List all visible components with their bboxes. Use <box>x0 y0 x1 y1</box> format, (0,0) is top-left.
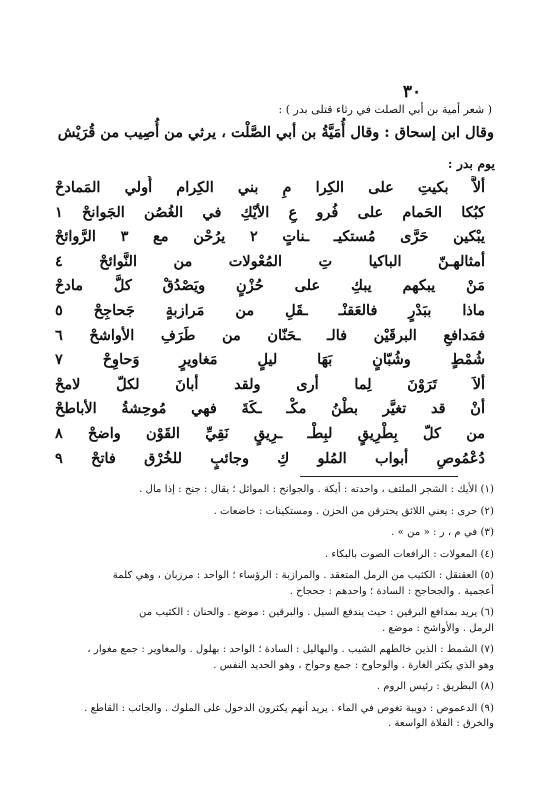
verse-line: ماذا ببَدْرٍ فالعَقنْـ ـقَلِ من مَرازبةٍ جَحاجِحْ ٥ <box>55 301 485 319</box>
footnote-text: (٩) الدعموص : دويبة تغوص في الماء . يريد أنهم يكثرون الدخول على الملوك . والجائب : القاطع . <box>84 702 494 714</box>
footnote-text: (٢) حرى : يعني اللائق يحترقن من الحزن . ومستكينات : خاضعات . <box>213 505 494 517</box>
verse-line: يبْكين حَرَّى مُستكيـ ـناتٍ ٢ يرُحْن مع ٣ الرَّوائحْ <box>55 228 485 246</box>
footnote-continuation: أعجمية . والجحاجح : السادة ؛ واحدهم : جحجاح . <box>289 585 494 597</box>
footnote <box>58 701 494 732</box>
verse-line: ألاَّ بكيتِ على الكِرا مِ بني الكِرام أُولي المَمادحْ <box>55 179 485 196</box>
poem <box>55 176 485 471</box>
verse-line: كبُكا الحَمام على فُرو عِ الأيْكِ في الغُصُن الجَوانحْ ١ <box>55 203 485 221</box>
footnotes <box>58 482 494 738</box>
verse-line: مَنْ يبكهم يبكِ على حُزْنٍ ويَصْدُقْ كلَّ مادحْ <box>55 277 485 295</box>
footnote <box>58 482 494 498</box>
day-label: يوم بدر : <box>447 156 495 171</box>
verse-line: شُمْطٍ وشُبّانٍ بَهَا ليلٍ مَغاويرٍ وَحاوِحْ ٧ <box>55 351 485 369</box>
footnote <box>58 547 494 563</box>
footnote <box>58 679 494 695</box>
footnote <box>58 568 494 599</box>
footnote <box>58 504 494 520</box>
footnote-text: (٦) يريد بمدافع البرقين : حيث يندفع السيل . والبرقين : موضع . والحنان : الكثيب من <box>139 607 494 618</box>
page-number: ٣٠ <box>402 82 422 102</box>
footnote-text: (١) الأيك : الشجر الملتف ، واحدته : أيكة . والجوانح : الموائل ؛ يقال : جنح : إذا مال . <box>139 484 494 495</box>
footnote-continuation: الرمل . والأواشح : موضع . <box>381 622 494 634</box>
verse-line: دُعْمُوصِ أبواب المُلو كِ وجائبٍ للخُرْق فاتحْ ٩ <box>55 449 485 467</box>
footnote-text: (٣) في م ، ر : « من » . <box>391 527 494 538</box>
verse-line: أنْ قد تغيَّر بطْنُ مكْـ ـكَةَ فهي مُوحِشةُ الأباطحْ <box>55 400 485 418</box>
verse-line: فمَدافعِ البرقَيْن فالـ ـحَنّان من طَرَفِ الأواشحْ ٦ <box>55 326 485 344</box>
footnote-text: (٥) العقنقل : الكثيب من الرمل المتعقد . والمرازبة : الرؤساء ؛ الواحد : مرزبان ، وهي كلمة <box>112 570 494 581</box>
footnote <box>58 525 494 541</box>
section-heading: ( شعر أمية بن أبي الصلت في رثاء قتلى بدر ) : <box>278 103 492 116</box>
footnote-divider <box>300 476 458 477</box>
footnote-text: (٨) البطريق : رئيس الروم . <box>376 681 494 692</box>
footnote <box>58 642 494 673</box>
footnote-text: (٧) الشمط : الذين خالطهم الشيب . والبهاليل : السادة ؛ الواحد : بهلول . والمغاوير : جمع مغوار ، <box>87 644 494 655</box>
verse-line: أمثالهـنّ الباكيا تِ المُعْولات من النَّوائحْ ٤ <box>55 252 485 270</box>
footnote <box>58 605 494 636</box>
verse-line: من كلّ بِطْرِيقٍ لبِطْـ ـرِيقٍ نَقِيِّ القَوْن واضحْ ٨ <box>55 424 485 442</box>
intro-line: وقال ابن إسحاق : وقال أُمَيَّةُ بن أبي الصَّلْت ، يرثي من أُصِيب من قُرَيْش <box>57 124 494 141</box>
verse-line: ألاَ تَرَوْنَ لِما أرى ولقد أبانَ لكلّ لامحْ <box>55 375 485 393</box>
footnote-continuation: والخرق : الفلاة الواسعة . <box>387 718 494 729</box>
footnote-continuation: وهو الذي يكثر الغارة . والوحاوح : جمع وحواح ، وهو الحديد النفس . <box>213 659 494 671</box>
footnote-text: (٤) المعولات : الرافعات الصوت بالبكاء . <box>324 548 494 560</box>
